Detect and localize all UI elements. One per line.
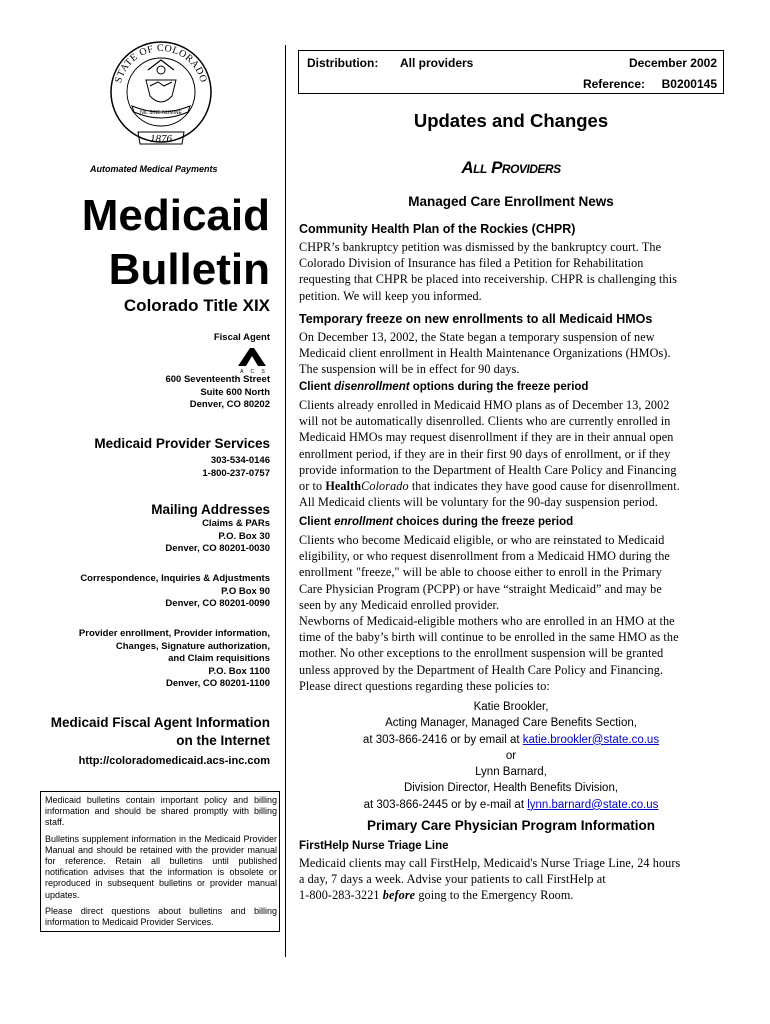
bulletin-subtitle: Colorado Title XIX xyxy=(123,296,270,315)
address-line: Changes, Signature authorization, xyxy=(115,640,270,652)
heading-emphasis: disenrollment xyxy=(334,381,410,393)
heading-text: Client xyxy=(299,381,335,393)
before-emphasis: before xyxy=(382,888,416,903)
text-line: Colorado Division of Insurance has filed a Petition for Rehabilitation xyxy=(299,256,644,271)
text-line: Medicaid HMOs may request disenrollment if they are in their annual open xyxy=(299,430,674,445)
seal-year: 1876 xyxy=(150,133,172,145)
text-line: mother. No other exceptions to the enrollment suspension will be granted xyxy=(299,646,664,661)
freeze-paragraph xyxy=(299,329,725,378)
address-line: Claims & PARs xyxy=(202,518,270,529)
fiscal-info-title-line: Medicaid Fiscal Agent Information xyxy=(50,715,270,730)
note-paragraph: Medicaid bulletins contain important policy and billing information and should be shared promptly with billing staff. xyxy=(45,795,277,828)
amp-label: Automated Medical Payments xyxy=(90,164,218,174)
text-line: petition. We will keep you informed. xyxy=(299,288,482,303)
text-line: unless approved by the Department of Health Care Policy and Financing. xyxy=(299,662,664,677)
address-line: Correspondence, Inquiries & Adjustments xyxy=(80,573,270,584)
text-span: that indicates they have good cause for disenrollment. xyxy=(408,479,680,494)
address-line: Denver, CO 80201-0030 xyxy=(165,543,270,554)
provider-services-phones xyxy=(202,455,270,480)
acs-logo-text: A C S xyxy=(240,369,268,374)
text-line: enrollment "freeze," will be able to choose either to enroll in the Primary xyxy=(299,565,662,580)
provider-services-title: Medicaid Provider Services xyxy=(94,436,270,451)
address-line: Suite 600 North xyxy=(200,386,270,398)
text-line xyxy=(299,478,725,494)
address-line: Denver, CO 80202 xyxy=(189,399,270,410)
heading-text: Client xyxy=(299,516,335,528)
text-line: On December 13, 2002, the State began a temporary suspension of new xyxy=(299,330,655,344)
address-line: P.O Box 90 xyxy=(221,585,270,597)
firsthelp-paragraph xyxy=(299,855,725,904)
address-line: 600 Seventeenth Street xyxy=(165,374,270,385)
text-line: requesting that CHPR be placed into receivership. CHPR is challenging this xyxy=(299,272,678,287)
heading-text: choices during the freeze period xyxy=(392,516,574,528)
contact-name: Lynn Barnard, xyxy=(475,766,547,779)
reference-value: B0200145 xyxy=(661,77,717,91)
provider-enrollment-address xyxy=(79,628,270,691)
contact-role: Acting Manager, Managed Care Benefits Section, xyxy=(385,717,637,730)
enrollment-heading xyxy=(299,516,573,528)
correspondence-address xyxy=(80,573,270,611)
address-line: Denver, CO 80201-1100 xyxy=(165,678,270,689)
note-paragraph: Bulletins supplement information in the Medicaid Provider Manual and should be retained with the provider manual for reference. Retain all bulletins until published notification advises that the information is obsolete or reproduced in subsequent bulletins or provider manual updates. xyxy=(45,833,277,900)
enrollment-paragraph xyxy=(299,532,725,694)
text-line: Clients already enrolled in Medicaid HMO plans as of December 13, 2002 xyxy=(299,398,670,412)
text-line: enrollment period, if they are in their first 90 days of enrollment, or if they xyxy=(299,446,671,461)
text-line: Medicaid client enrollment in Health Maintenance Organizations (HMOs). xyxy=(299,346,671,361)
distribution-value: All providers xyxy=(400,56,474,70)
text-line: CHPR’s bankruptcy petition was dismissed by the bankruptcy court. The xyxy=(299,240,662,254)
contact-name: Katie Brookler, xyxy=(473,701,549,713)
text-line: will not be automatically disenrolled. Clients who are currently enrolled in xyxy=(299,414,671,429)
contact-or: or xyxy=(505,749,517,762)
freeze-heading: Temporary freeze on new enrollments to all Medicaid HMOs xyxy=(299,312,653,326)
text-line: Medicaid clients may call FirstHelp, Medicaid's Nurse Triage Line, 24 hours xyxy=(299,856,681,870)
contact-role: Division Director, Health Benefits Division, xyxy=(403,782,619,795)
text-line: a day, 7 days a week. Advise your patients to call FirstHelp at xyxy=(299,872,606,887)
left-column xyxy=(0,0,284,1024)
distribution-label: Distribution: xyxy=(307,56,379,70)
contact-phone: at 303-866-2416 or by email at xyxy=(362,733,523,746)
health-colorado-bold: Health xyxy=(325,479,362,494)
text-span: or to xyxy=(299,479,326,494)
text-line: seen by any Medicaid enrolled provider. xyxy=(299,597,500,612)
address-line: P.O. Box 1100 xyxy=(208,665,270,677)
distribution-header xyxy=(298,50,724,94)
address-line: Denver, CO 80201-0090 xyxy=(165,598,270,609)
contact-phone-line xyxy=(298,797,724,813)
bulletin-title-line1: Medicaid xyxy=(81,191,270,240)
updates-title: Updates and Changes xyxy=(413,110,609,131)
text-line: Newborns of Medicaid-eligible mothers who are enrolled in an HMO at the xyxy=(299,614,675,629)
heading-emphasis: enrollment xyxy=(334,516,393,528)
phone-number: 303-534-0146 xyxy=(210,455,270,466)
fiscal-agent-url-link[interactable]: http://coloradomedicaid.acs-inc.com xyxy=(78,755,270,767)
contact-block xyxy=(298,699,724,813)
text-line: Clients who become Medicaid eligible, or who are reinstated to Medicaid xyxy=(299,533,665,547)
fiscal-agent-label: Fiscal Agent xyxy=(213,332,270,343)
svg-text:STATE OF COLORADO xyxy=(113,43,209,84)
acs-logo-icon xyxy=(232,346,270,374)
all-providers-heading: All Providers xyxy=(461,158,561,177)
address-line: P.O. Box 30 xyxy=(218,530,270,542)
contact-phone: at 303-866-2445 or by e-mail at xyxy=(363,798,528,811)
column-divider xyxy=(285,45,286,957)
colorado-state-seal xyxy=(108,40,214,152)
mailing-addresses-title: Mailing Addresses xyxy=(151,502,270,517)
text-line xyxy=(299,887,725,903)
text-line: Please direct questions regarding these policies to: xyxy=(299,678,550,693)
address-line: Provider enrollment, Provider information, xyxy=(78,628,270,639)
seal-motto: NIL SINE NUMINE xyxy=(140,110,182,116)
text-span: 1-800-283-3221 xyxy=(299,888,383,903)
fiscal-agent-address xyxy=(165,374,270,412)
text-line: The suspension will be in effect for 90 days. xyxy=(299,362,520,377)
chpr-paragraph xyxy=(299,239,725,304)
fiscal-info-title xyxy=(51,714,270,750)
katie-email-link[interactable]: katie.brookler@state.co.us xyxy=(522,733,660,746)
disenrollment-heading xyxy=(299,381,588,393)
fiscal-info-title-line: on the Internet xyxy=(176,733,270,748)
address-line: and Claim requisitions xyxy=(168,653,270,664)
bulletin-notes-box xyxy=(40,791,280,932)
text-line: provide information to the Department of Health Care Policy and Financing xyxy=(299,462,677,477)
text-line: Care Physician Program (PCPP) or have “straight Medicaid” and may be xyxy=(299,581,662,596)
managed-care-title: Managed Care Enrollment News xyxy=(408,194,614,209)
health-colorado-italic: Colorado xyxy=(361,479,409,494)
seal-top-text: STATE OF COLORADO xyxy=(113,42,209,85)
disenrollment-paragraph xyxy=(299,397,725,510)
text-line: All Medicaid clients will be voluntary for the 90-day suspension period. xyxy=(299,495,658,510)
heading-text: options during the freeze period xyxy=(409,381,589,393)
chpr-heading: Community Health Plan of the Rockies (CHPR) xyxy=(299,222,576,236)
text-line: eligibility, or who request disenrollment from a Medicaid HMO during the xyxy=(299,549,670,564)
phone-number: 1-800-237-0757 xyxy=(202,467,270,479)
lynn-email-link[interactable]: lynn.barnard@state.co.us xyxy=(527,798,659,811)
text-span: going to the Emergency Room. xyxy=(415,888,574,903)
claims-address xyxy=(165,518,270,556)
text-line: time of the baby’s birth will continue to be enrolled in the same HMO as the xyxy=(299,630,679,645)
firsthelp-heading: FirstHelp Nurse Triage Line xyxy=(299,840,449,852)
note-paragraph: Please direct questions about bulletins and billing information to Medicaid Provider Services. xyxy=(45,905,277,928)
bulletin-title-line2: Bulletin xyxy=(108,245,270,294)
contact-phone-line xyxy=(298,732,724,748)
pcp-program-title: Primary Care Physician Program Information xyxy=(366,818,656,833)
reference-label: Reference: xyxy=(582,77,645,91)
bulletin-date: December 2002 xyxy=(628,56,717,70)
